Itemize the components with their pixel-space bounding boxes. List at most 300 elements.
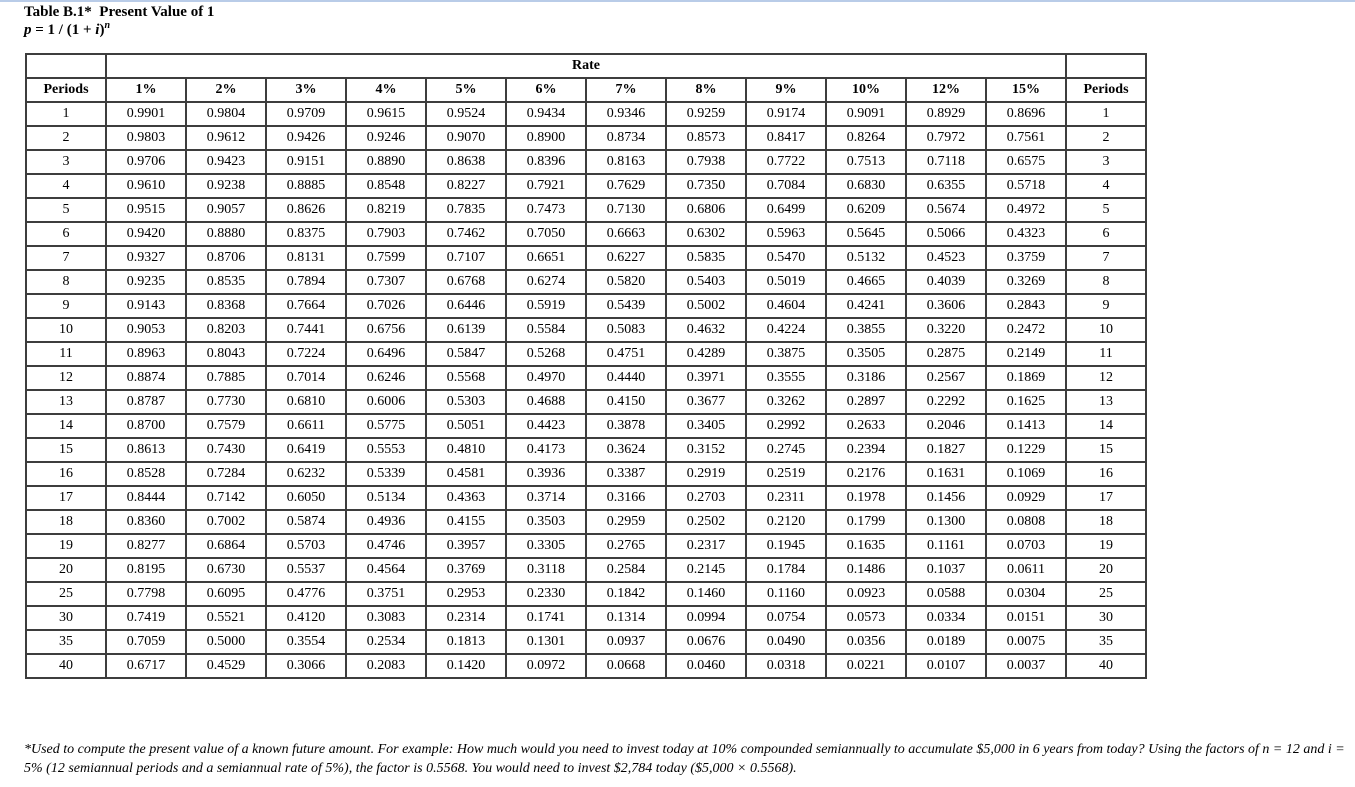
factor-cell: 0.4936 [346, 510, 426, 534]
formula-var-i: i [95, 22, 100, 38]
factor-cell: 0.9804 [186, 102, 266, 126]
factor-cell: 0.7722 [746, 150, 826, 174]
factor-cell: 0.4746 [346, 534, 426, 558]
period-cell-right: 1 [1066, 102, 1146, 126]
factor-cell: 0.2046 [906, 414, 986, 438]
table-row [26, 390, 1146, 414]
factor-cell: 0.8043 [186, 342, 266, 366]
factor-cell: 0.3957 [426, 534, 506, 558]
period-cell-right: 19 [1066, 534, 1146, 558]
factor-cell: 0.8444 [106, 486, 186, 510]
rate-column-header: 3% [266, 78, 346, 102]
factor-cell: 0.6810 [266, 390, 346, 414]
factor-cell: 0.1456 [906, 486, 986, 510]
factor-cell: 0.7441 [266, 318, 346, 342]
factor-cell: 0.6864 [186, 534, 266, 558]
factor-cell: 0.0075 [986, 630, 1066, 654]
factor-cell: 0.4363 [426, 486, 506, 510]
periods-header-left: Periods [26, 78, 106, 102]
factor-cell: 0.2311 [746, 486, 826, 510]
period-cell-right: 2 [1066, 126, 1146, 150]
present-value-table [25, 53, 1147, 679]
factor-cell: 0.3503 [506, 510, 586, 534]
factor-cell: 0.8900 [506, 126, 586, 150]
factor-cell: 0.3769 [426, 558, 506, 582]
factor-cell: 0.5775 [346, 414, 426, 438]
factor-cell: 0.8528 [106, 462, 186, 486]
factor-cell: 0.3714 [506, 486, 586, 510]
factor-cell: 0.4529 [186, 654, 266, 678]
period-cell-right: 35 [1066, 630, 1146, 654]
period-cell-right: 11 [1066, 342, 1146, 366]
table-row [26, 222, 1146, 246]
factor-cell: 0.9174 [746, 102, 826, 126]
factor-cell: 0.0573 [826, 606, 906, 630]
factor-cell: 0.2843 [986, 294, 1066, 318]
factor-cell: 0.9434 [506, 102, 586, 126]
factor-cell: 0.6496 [346, 342, 426, 366]
factor-cell: 0.0037 [986, 654, 1066, 678]
factor-cell: 0.9515 [106, 198, 186, 222]
factor-cell: 0.4688 [506, 390, 586, 414]
top-rule [0, 0, 1355, 2]
table-row [26, 462, 1146, 486]
factor-cell: 0.2765 [586, 534, 666, 558]
factor-cell: 0.3066 [266, 654, 346, 678]
factor-cell: 0.8638 [426, 150, 506, 174]
factor-cell: 0.6139 [426, 318, 506, 342]
factor-cell: 0.7118 [906, 150, 986, 174]
factor-cell: 0.1741 [506, 606, 586, 630]
factor-cell: 0.4150 [586, 390, 666, 414]
factor-cell: 0.8573 [666, 126, 746, 150]
factor-cell: 0.0588 [906, 582, 986, 606]
factor-cell: 0.5820 [586, 270, 666, 294]
factor-cell: 0.1413 [986, 414, 1066, 438]
table-row [26, 438, 1146, 462]
period-cell-right: 17 [1066, 486, 1146, 510]
factor-cell: 0.9709 [266, 102, 346, 126]
factor-cell: 0.3220 [906, 318, 986, 342]
factor-cell: 0.1420 [426, 654, 506, 678]
factor-cell: 0.5521 [186, 606, 266, 630]
period-cell-left: 16 [26, 462, 106, 486]
table-row [26, 294, 1146, 318]
factor-cell: 0.3083 [346, 606, 426, 630]
factor-cell: 0.3262 [746, 390, 826, 414]
rate-column-header: 9% [746, 78, 826, 102]
factor-cell: 0.6095 [186, 582, 266, 606]
period-cell-left: 4 [26, 174, 106, 198]
factor-cell: 0.8874 [106, 366, 186, 390]
factor-cell: 0.1842 [586, 582, 666, 606]
factor-cell: 0.2292 [906, 390, 986, 414]
factor-cell: 0.5718 [986, 174, 1066, 198]
table-title: Table B.1* Present Value of 1 [24, 4, 215, 20]
factor-cell: 0.6575 [986, 150, 1066, 174]
period-cell-right: 10 [1066, 318, 1146, 342]
table-row [26, 654, 1146, 678]
header-row-rate [26, 54, 1146, 78]
factor-cell: 0.4523 [906, 246, 986, 270]
factor-cell: 0.0334 [906, 606, 986, 630]
factor-cell: 0.0490 [746, 630, 826, 654]
factor-cell: 0.2472 [986, 318, 1066, 342]
factor-cell: 0.5439 [586, 294, 666, 318]
factor-cell: 0.1945 [746, 534, 826, 558]
rate-column-header: 5% [426, 78, 506, 102]
factor-cell: 0.7284 [186, 462, 266, 486]
period-cell-left: 3 [26, 150, 106, 174]
factor-cell: 0.7798 [106, 582, 186, 606]
factor-cell: 0.9238 [186, 174, 266, 198]
table-row [26, 366, 1146, 390]
formula-close: ) [99, 22, 105, 38]
factor-cell: 0.2992 [746, 414, 826, 438]
factor-cell: 0.9346 [586, 102, 666, 126]
factor-cell: 0.2959 [586, 510, 666, 534]
factor-cell: 0.0107 [906, 654, 986, 678]
factor-cell: 0.2145 [666, 558, 746, 582]
period-cell-left: 25 [26, 582, 106, 606]
factor-cell: 0.4120 [266, 606, 346, 630]
rate-column-header: 12% [906, 78, 986, 102]
factor-cell: 0.9612 [186, 126, 266, 150]
factor-cell: 0.4241 [826, 294, 906, 318]
factor-cell: 0.3606 [906, 294, 986, 318]
factor-cell: 0.3677 [666, 390, 746, 414]
factor-cell: 0.7972 [906, 126, 986, 150]
factor-cell: 0.4665 [826, 270, 906, 294]
factor-cell: 0.9706 [106, 150, 186, 174]
period-cell-right: 8 [1066, 270, 1146, 294]
rate-column-header: 8% [666, 78, 746, 102]
factor-cell: 0.5874 [266, 510, 346, 534]
rate-column-header: 1% [106, 78, 186, 102]
factor-cell: 0.6651 [506, 246, 586, 270]
table-row [26, 630, 1146, 654]
factor-cell: 0.5066 [906, 222, 986, 246]
factor-cell: 0.6768 [426, 270, 506, 294]
factor-cell: 0.4751 [586, 342, 666, 366]
factor-cell: 0.8929 [906, 102, 986, 126]
factor-cell: 0.1314 [586, 606, 666, 630]
period-cell-left: 17 [26, 486, 106, 510]
rate-column-header: 7% [586, 78, 666, 102]
period-cell-right: 3 [1066, 150, 1146, 174]
period-cell-left: 14 [26, 414, 106, 438]
factor-cell: 0.7561 [986, 126, 1066, 150]
factor-cell: 0.2502 [666, 510, 746, 534]
factor-cell: 0.0189 [906, 630, 986, 654]
title-block [24, 3, 214, 39]
rate-column-header: 15% [986, 78, 1066, 102]
factor-cell: 0.6611 [266, 414, 346, 438]
factor-cell: 0.8163 [586, 150, 666, 174]
factor-cell: 0.1069 [986, 462, 1066, 486]
factor-cell: 0.9246 [346, 126, 426, 150]
factor-cell: 0.9901 [106, 102, 186, 126]
factor-cell: 0.3166 [586, 486, 666, 510]
period-cell-left: 35 [26, 630, 106, 654]
factor-cell: 0.5339 [346, 462, 426, 486]
factor-cell: 0.8700 [106, 414, 186, 438]
factor-cell: 0.6663 [586, 222, 666, 246]
period-cell-right: 16 [1066, 462, 1146, 486]
factor-cell: 0.4039 [906, 270, 986, 294]
period-cell-right: 13 [1066, 390, 1146, 414]
factor-cell: 0.7026 [346, 294, 426, 318]
factor-cell: 0.7142 [186, 486, 266, 510]
factor-cell: 0.3555 [746, 366, 826, 390]
period-cell-left: 19 [26, 534, 106, 558]
factor-cell: 0.4581 [426, 462, 506, 486]
factor-cell: 0.2919 [666, 462, 746, 486]
factor-cell: 0.6274 [506, 270, 586, 294]
factor-cell: 0.5134 [346, 486, 426, 510]
factor-cell: 0.2176 [826, 462, 906, 486]
factor-cell: 0.8203 [186, 318, 266, 342]
factor-cell: 0.5303 [426, 390, 506, 414]
factor-cell: 0.7014 [266, 366, 346, 390]
factor-cell: 0.1486 [826, 558, 906, 582]
factor-cell: 0.8885 [266, 174, 346, 198]
factor-cell: 0.7903 [346, 222, 426, 246]
factor-cell: 0.7513 [826, 150, 906, 174]
factor-cell: 0.0754 [746, 606, 826, 630]
factor-cell: 0.9259 [666, 102, 746, 126]
factor-cell: 0.8227 [426, 174, 506, 198]
factor-cell: 0.3971 [666, 366, 746, 390]
factor-cell: 0.4970 [506, 366, 586, 390]
factor-cell: 0.3152 [666, 438, 746, 462]
factor-cell: 0.2953 [426, 582, 506, 606]
factor-cell: 0.8890 [346, 150, 426, 174]
table-row [26, 510, 1146, 534]
period-cell-left: 8 [26, 270, 106, 294]
period-cell-right: 20 [1066, 558, 1146, 582]
period-cell-right: 9 [1066, 294, 1146, 318]
period-cell-left: 1 [26, 102, 106, 126]
factor-cell: 0.4224 [746, 318, 826, 342]
factor-cell: 0.9143 [106, 294, 186, 318]
rate-column-header: 6% [506, 78, 586, 102]
factor-cell: 0.4810 [426, 438, 506, 462]
factor-cell: 0.5083 [586, 318, 666, 342]
factor-cell: 0.9091 [826, 102, 906, 126]
factor-cell: 0.5963 [746, 222, 826, 246]
factor-cell: 0.3387 [586, 462, 666, 486]
period-cell-right: 6 [1066, 222, 1146, 246]
factor-cell: 0.7835 [426, 198, 506, 222]
rate-column-header: 10% [826, 78, 906, 102]
factor-cell: 0.4564 [346, 558, 426, 582]
period-cell-left: 11 [26, 342, 106, 366]
factor-cell: 0.3505 [826, 342, 906, 366]
factor-cell: 0.4323 [986, 222, 1066, 246]
table-row [26, 318, 1146, 342]
factor-cell: 0.1229 [986, 438, 1066, 462]
factor-cell: 0.3624 [586, 438, 666, 462]
factor-cell: 0.6756 [346, 318, 426, 342]
factor-cell: 0.5835 [666, 246, 746, 270]
factor-cell: 0.3936 [506, 462, 586, 486]
factor-cell: 0.9151 [266, 150, 346, 174]
table-row [26, 270, 1146, 294]
table-row [26, 342, 1146, 366]
factor-cell: 0.3118 [506, 558, 586, 582]
factor-cell: 0.7730 [186, 390, 266, 414]
factor-cell: 0.4440 [586, 366, 666, 390]
factor-cell: 0.0460 [666, 654, 746, 678]
period-cell-right: 25 [1066, 582, 1146, 606]
factor-cell: 0.1160 [746, 582, 826, 606]
table-row [26, 558, 1146, 582]
factor-cell: 0.7130 [586, 198, 666, 222]
factor-cell: 0.8264 [826, 126, 906, 150]
factor-cell: 0.8417 [746, 126, 826, 150]
factor-cell: 0.8880 [186, 222, 266, 246]
factor-cell: 0.3878 [586, 414, 666, 438]
factor-cell: 0.2330 [506, 582, 586, 606]
period-cell-left: 12 [26, 366, 106, 390]
factor-cell: 0.7921 [506, 174, 586, 198]
factor-cell: 0.5051 [426, 414, 506, 438]
factor-cell: 0.9524 [426, 102, 506, 126]
factor-cell: 0.6006 [346, 390, 426, 414]
factor-cell: 0.5268 [506, 342, 586, 366]
factor-cell: 0.4972 [986, 198, 1066, 222]
factor-cell: 0.6050 [266, 486, 346, 510]
factor-cell: 0.6227 [586, 246, 666, 270]
header-corner-right [1066, 54, 1146, 78]
factor-cell: 0.6730 [186, 558, 266, 582]
factor-cell: 0.7579 [186, 414, 266, 438]
factor-cell: 0.9053 [106, 318, 186, 342]
factor-cell: 0.0611 [986, 558, 1066, 582]
formula-exponent: n [104, 20, 110, 31]
factor-cell: 0.4604 [746, 294, 826, 318]
factor-cell: 0.7599 [346, 246, 426, 270]
factor-cell: 0.2120 [746, 510, 826, 534]
period-cell-left: 7 [26, 246, 106, 270]
factor-cell: 0.8548 [346, 174, 426, 198]
factor-cell: 0.8375 [266, 222, 346, 246]
factor-cell: 0.5674 [906, 198, 986, 222]
factor-cell: 0.9426 [266, 126, 346, 150]
period-cell-right: 40 [1066, 654, 1146, 678]
factor-cell: 0.7885 [186, 366, 266, 390]
period-cell-left: 20 [26, 558, 106, 582]
factor-cell: 0.4632 [666, 318, 746, 342]
table-row [26, 174, 1146, 198]
factor-cell: 0.2633 [826, 414, 906, 438]
period-cell-left: 10 [26, 318, 106, 342]
factor-cell: 0.3305 [506, 534, 586, 558]
factor-cell: 0.2317 [666, 534, 746, 558]
header-corner-left [26, 54, 106, 78]
period-cell-left: 9 [26, 294, 106, 318]
factor-cell: 0.8696 [986, 102, 1066, 126]
factor-cell: 0.2394 [826, 438, 906, 462]
factor-cell: 0.1799 [826, 510, 906, 534]
factor-cell: 0.8613 [106, 438, 186, 462]
periods-header-right: Periods [1066, 78, 1146, 102]
factor-cell: 0.2534 [346, 630, 426, 654]
factor-cell: 0.7462 [426, 222, 506, 246]
period-cell-left: 30 [26, 606, 106, 630]
factor-cell: 0.8219 [346, 198, 426, 222]
table-row [26, 126, 1146, 150]
table-row [26, 150, 1146, 174]
factor-cell: 0.6419 [266, 438, 346, 462]
factor-cell: 0.6232 [266, 462, 346, 486]
factor-cell: 0.0676 [666, 630, 746, 654]
factor-cell: 0.6246 [346, 366, 426, 390]
factor-cell: 0.0923 [826, 582, 906, 606]
factor-cell: 0.7664 [266, 294, 346, 318]
factor-cell: 0.0151 [986, 606, 1066, 630]
factor-cell: 0.8360 [106, 510, 186, 534]
factor-cell: 0.1827 [906, 438, 986, 462]
period-cell-left: 6 [26, 222, 106, 246]
factor-cell: 0.5919 [506, 294, 586, 318]
period-cell-right: 18 [1066, 510, 1146, 534]
factor-cell: 0.2083 [346, 654, 426, 678]
factor-cell: 0.7059 [106, 630, 186, 654]
factor-cell: 0.7430 [186, 438, 266, 462]
factor-cell: 0.3751 [346, 582, 426, 606]
factor-cell: 0.9803 [106, 126, 186, 150]
factor-cell: 0.5584 [506, 318, 586, 342]
footnote: *Used to compute the present value of a known future amount. For example: How much would you need to invest today at 10% compounded semiannually to accumulate $5,000 in 6 years from today? Using the factors of n = 12 and i = 5% (12 semiannual periods and a semiannual rate of 5%), the factor is 0.5568. You would need to invest $2,784 today ($5,000 × 0.5568). [24, 742, 1345, 776]
factor-cell: 0.3855 [826, 318, 906, 342]
factor-cell: 0.5645 [826, 222, 906, 246]
factor-cell: 0.1460 [666, 582, 746, 606]
factor-cell: 0.7350 [666, 174, 746, 198]
factor-cell: 0.3186 [826, 366, 906, 390]
table-row [26, 534, 1146, 558]
factor-cell: 0.8626 [266, 198, 346, 222]
factor-cell: 0.0994 [666, 606, 746, 630]
factor-cell: 0.5019 [746, 270, 826, 294]
factor-cell: 0.1300 [906, 510, 986, 534]
factor-cell: 0.8131 [266, 246, 346, 270]
factor-cell: 0.7107 [426, 246, 506, 270]
factor-cell: 0.8396 [506, 150, 586, 174]
table-row [26, 486, 1146, 510]
factor-cell: 0.8706 [186, 246, 266, 270]
factor-cell: 0.0972 [506, 654, 586, 678]
factor-cell: 0.7307 [346, 270, 426, 294]
factor-cell: 0.5132 [826, 246, 906, 270]
factor-cell: 0.6355 [906, 174, 986, 198]
factor-cell: 0.1037 [906, 558, 986, 582]
factor-cell: 0.1635 [826, 534, 906, 558]
factor-cell: 0.9235 [106, 270, 186, 294]
factor-cell: 0.2314 [426, 606, 506, 630]
factor-cell: 0.9423 [186, 150, 266, 174]
rate-header: Rate [106, 54, 1066, 78]
factor-cell: 0.5703 [266, 534, 346, 558]
factor-cell: 0.8734 [586, 126, 666, 150]
factor-cell: 0.5568 [426, 366, 506, 390]
factor-cell: 0.9070 [426, 126, 506, 150]
factor-cell: 0.9615 [346, 102, 426, 126]
formula-lhs: p [24, 22, 32, 38]
table-row [26, 246, 1146, 270]
factor-cell: 0.8277 [106, 534, 186, 558]
